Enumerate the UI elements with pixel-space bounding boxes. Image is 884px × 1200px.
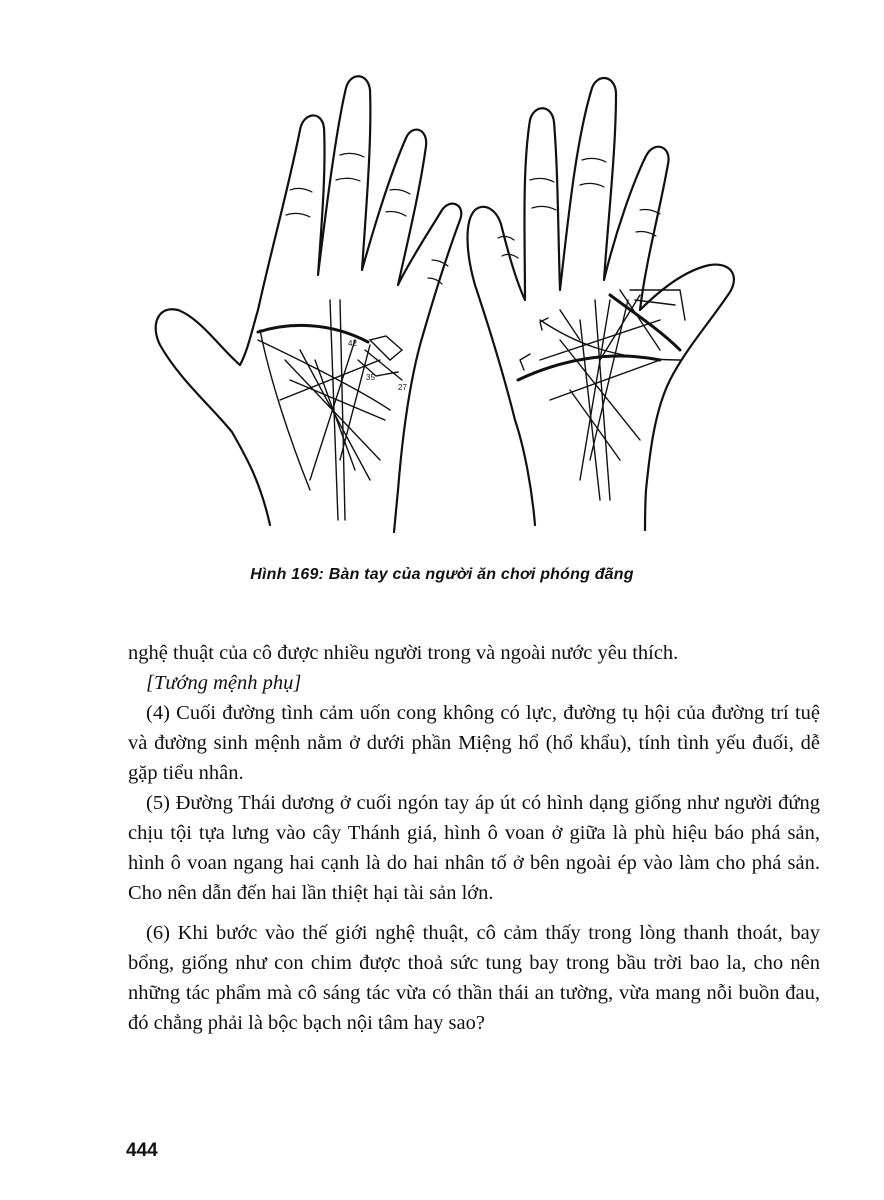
paragraph-6: (6) Khi bước vào thế giới nghệ thuật, cô cảm thấy trong lòng thanh thoát, bay bổng, giống như con chim được thoả sức tung bay trong bầu trời bao la, cho nên những tác phẩm mà cô sáng tác vừa có thần thái an tường, vừa mang nỗi buồn đau, đó chẳng phải là bộc bạch nội tâm hay sao? (128, 922, 820, 1034)
section-heading: [Tướng mệnh phụ] (146, 672, 302, 694)
paragraph-4: (4) Cuối đường tình cảm uốn cong không có lực, đường tụ hội của đường trí tuệ và đường sinh mệnh nằm ở dưới phần Miệng hổ (hổ khẩu), tính tình yếu đuối, dễ gặp tiểu nhân. (128, 702, 820, 784)
figure-label-35: 35 (366, 373, 375, 382)
page-number: 444 (126, 1140, 158, 1161)
palm-illustration (140, 60, 760, 550)
paragraph-continuation: nghệ thuật của cô được nhiều người trong và ngoài nước yêu thích. (128, 642, 679, 664)
body-text (128, 638, 820, 1038)
figure-label-42: 42 (348, 339, 357, 348)
right-hand (468, 78, 734, 530)
figure-label-27: 27 (398, 383, 407, 392)
figure-caption: Hình 169: Bàn tay của người ăn chơi phóng đãng (250, 566, 634, 583)
left-hand (156, 76, 462, 532)
paragraph-5: (5) Đường Thái dương ở cuối ngón tay áp út có hình dạng giống như người đứng chịu tội tựa lưng vào cây Thánh giá, hình ô voan ở giữa là phù hiệu báo phá sản, hình ô voan ngang hai cạnh là do hai nhân tố ở bên ngoài ép vào làm cho phá sản. Cho nên dẫn đến hai lần thiệt hại tài sản lớn. (128, 792, 820, 904)
